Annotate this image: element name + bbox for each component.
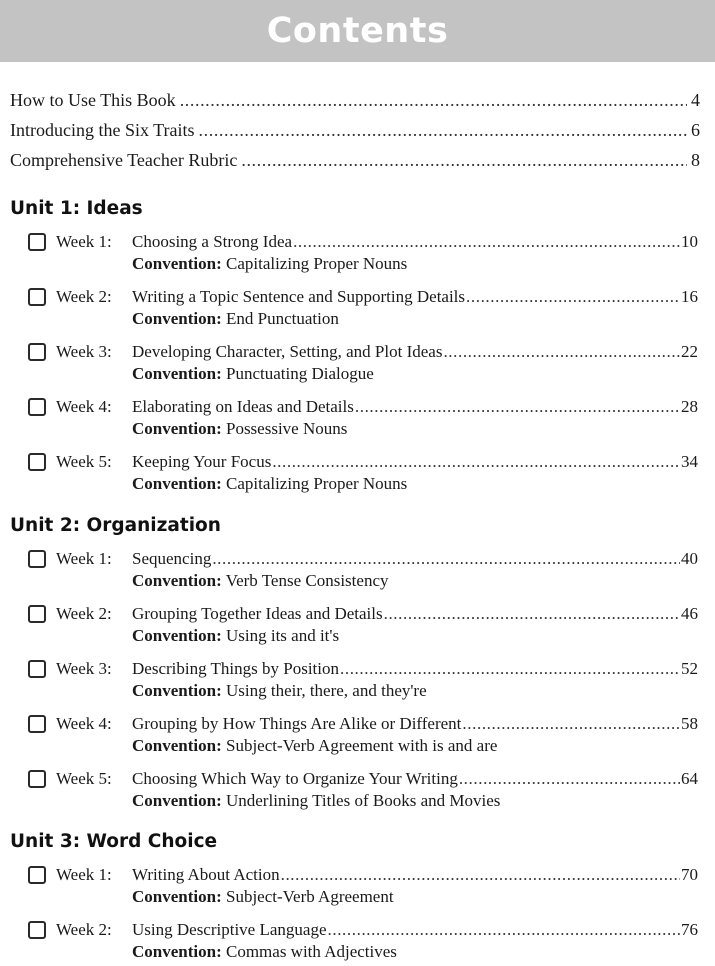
dot-leader (293, 232, 680, 252)
week-label: Week 3: (56, 342, 112, 361)
week-page: 52 (681, 659, 698, 678)
week-label: Week 2: (56, 920, 112, 939)
convention-text: Punctuating Dialogue (225, 364, 374, 383)
convention-prefix: Convention: (132, 474, 222, 493)
week-label: Week 2: (56, 604, 112, 623)
checkbox[interactable] (28, 770, 46, 788)
convention-line (132, 791, 500, 811)
convention-line (132, 254, 407, 274)
week-title: Developing Character, Setting, and Plot Ideas (132, 342, 443, 361)
dot-leader (328, 920, 681, 940)
dot-leader (281, 865, 680, 885)
convention-text: Possessive Nouns (225, 419, 348, 438)
week-page: 70 (681, 865, 698, 884)
week-page: 34 (681, 452, 698, 471)
convention-prefix: Convention: (132, 254, 222, 273)
convention-prefix: Convention: (132, 309, 222, 328)
checkbox[interactable] (28, 398, 46, 416)
convention-line (132, 571, 389, 591)
convention-prefix: Convention: (132, 681, 222, 700)
toc-entry-how-to-use[interactable] (10, 90, 700, 111)
week-title: Using Descriptive Language (132, 920, 327, 939)
dot-leader (355, 397, 680, 417)
convention-text: Capitalizing Proper Nouns (225, 474, 408, 493)
convention-text: Capitalizing Proper Nouns (225, 254, 408, 273)
week-title: Describing Things by Position (132, 659, 339, 678)
checkbox[interactable] (28, 233, 46, 251)
convention-text: Using its and it's (225, 626, 340, 645)
week-label: Week 5: (56, 452, 112, 471)
checkbox[interactable] (28, 343, 46, 361)
dot-leader (241, 150, 687, 171)
convention-text: Subject-Verb Agreement with is and are (225, 736, 498, 755)
dot-leader (272, 452, 680, 472)
convention-line (132, 736, 497, 756)
toc-entry-teacher-rubric[interactable] (10, 150, 700, 171)
week-label: Week 3: (56, 659, 112, 678)
toc-entry-label: Introducing the Six Traits (10, 120, 195, 140)
week-title: Grouping by How Things Are Alike or Different (132, 714, 462, 733)
week-page: 58 (681, 714, 698, 733)
week-title: Choosing a Strong Idea (132, 232, 293, 251)
week-label: Week 1: (56, 865, 112, 884)
convention-prefix: Convention: (132, 736, 222, 755)
convention-line (132, 474, 407, 494)
toc-entry-page: 8 (691, 150, 700, 170)
week-title: Sequencing (132, 549, 212, 568)
toc-entry-label: Comprehensive Teacher Rubric (10, 150, 238, 170)
week-title: Choosing Which Way to Organize Your Writing (132, 769, 458, 788)
week-title: Keeping Your Focus (132, 452, 272, 471)
week-title: Grouping Together Ideas and Details (132, 604, 383, 623)
convention-prefix: Convention: (132, 942, 222, 961)
week-label: Week 4: (56, 397, 112, 416)
week-title: Writing a Topic Sentence and Supporting Details (132, 287, 466, 306)
week-page: 22 (681, 342, 698, 361)
checkbox[interactable] (28, 453, 46, 471)
dot-leader (340, 659, 680, 679)
week-label: Week 5: (56, 769, 112, 788)
week-label: Week 1: (56, 549, 112, 568)
toc-entry-page: 6 (691, 120, 700, 140)
convention-prefix: Convention: (132, 571, 222, 590)
dot-leader (199, 120, 687, 141)
dot-leader (384, 604, 680, 624)
convention-text: Underlining Titles of Books and Movies (225, 791, 501, 810)
convention-prefix: Convention: (132, 791, 222, 810)
convention-text: Commas with Adjectives (225, 942, 397, 961)
week-page: 76 (681, 920, 698, 939)
convention-text: Subject-Verb Agreement (225, 887, 394, 906)
convention-line (132, 309, 339, 329)
checkbox[interactable] (28, 288, 46, 306)
contents-banner (0, 0, 715, 62)
dot-leader (180, 90, 687, 111)
convention-prefix: Convention: (132, 626, 222, 645)
dot-leader (466, 287, 680, 307)
week-title: Writing About Action (132, 865, 280, 884)
convention-prefix: Convention: (132, 419, 222, 438)
toc-entry-six-traits[interactable] (10, 120, 700, 141)
week-page: 28 (681, 397, 698, 416)
week-label: Week 1: (56, 232, 112, 251)
convention-line (132, 887, 394, 907)
convention-prefix: Convention: (132, 364, 222, 383)
convention-text: End Punctuation (225, 309, 339, 328)
convention-text: Using their, there, and they're (225, 681, 427, 700)
week-title: Elaborating on Ideas and Details (132, 397, 354, 416)
unit-heading: Unit 3: Word Choice (10, 831, 218, 852)
week-page: 46 (681, 604, 698, 623)
week-label: Week 4: (56, 714, 112, 733)
dot-leader (462, 714, 680, 734)
unit-heading: Unit 1: Ideas (10, 198, 143, 219)
checkbox[interactable] (28, 605, 46, 623)
checkbox[interactable] (28, 715, 46, 733)
dot-leader (459, 769, 680, 789)
week-page: 40 (681, 549, 698, 568)
convention-line (132, 419, 347, 439)
checkbox[interactable] (28, 866, 46, 884)
convention-line (132, 681, 427, 701)
checkbox[interactable] (28, 660, 46, 678)
dot-leader (212, 549, 680, 569)
convention-text: Verb Tense Consistency (225, 571, 389, 590)
unit-heading: Unit 2: Organization (10, 515, 221, 536)
page-title: Contents (266, 11, 449, 51)
toc-entry-page: 4 (691, 90, 700, 110)
week-page: 16 (681, 287, 698, 306)
convention-line (132, 626, 339, 646)
dot-leader (443, 342, 680, 362)
convention-prefix: Convention: (132, 887, 222, 906)
checkbox[interactable] (28, 921, 46, 939)
convention-line (132, 364, 374, 384)
week-label: Week 2: (56, 287, 112, 306)
week-page: 64 (681, 769, 698, 788)
checkbox[interactable] (28, 550, 46, 568)
toc-entry-label: How to Use This Book (10, 90, 176, 110)
week-page: 10 (681, 232, 698, 251)
convention-line (132, 942, 397, 962)
